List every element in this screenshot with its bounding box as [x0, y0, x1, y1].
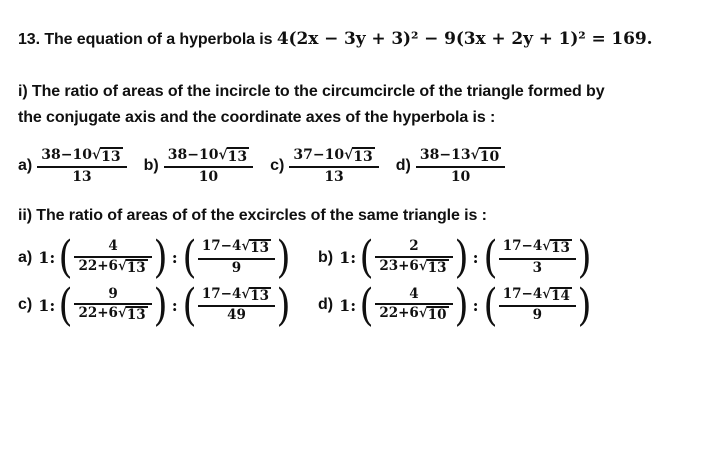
sqrt-expression — [92, 147, 123, 165]
ratio-prefix: 1: — [339, 248, 357, 268]
open-paren-glyph: ( — [58, 232, 73, 284]
question-title — [18, 26, 702, 53]
sqrt-expression — [241, 287, 271, 305]
hyperbola-equation: 4(2x − 3y + 3)² − 9(3x + 2y + 1)² = 169. — [276, 29, 653, 49]
radical-glyph: √ — [91, 147, 102, 163]
option-ii-b — [318, 232, 593, 284]
option-i-b — [144, 147, 254, 185]
radical-glyph: √ — [542, 238, 552, 255]
fraction — [499, 239, 576, 276]
denominator-text: 49 — [227, 307, 246, 324]
denominator-text: 10 — [450, 169, 471, 186]
ratio-separator: : — [472, 248, 479, 268]
fraction — [375, 287, 452, 324]
fraction-bar — [164, 166, 253, 168]
radicand: 13 — [126, 307, 146, 324]
fraction — [74, 287, 151, 324]
radicand: 13 — [250, 240, 270, 257]
sqrt-expression — [419, 259, 449, 277]
denominator-text: 3 — [532, 259, 543, 276]
open-paren-glyph: ( — [483, 232, 498, 284]
numerator-text: 38−10 — [167, 147, 219, 163]
option-i-d — [396, 147, 506, 185]
denominator-text: 9 — [532, 307, 543, 324]
part-ii-options-row-1 — [18, 232, 702, 284]
denominator-text: 23+6 — [379, 257, 419, 274]
option-label: b) — [318, 248, 334, 266]
ratio-separator: : — [171, 295, 178, 315]
part-ii-options-row-2 — [18, 279, 702, 331]
close-paren-glyph: ) — [153, 232, 168, 284]
sqrt-expression — [218, 147, 249, 165]
ratio-separator: : — [472, 295, 479, 315]
sqrt-expression — [118, 259, 148, 277]
close-paren-glyph: ) — [577, 279, 592, 331]
open-paren-glyph: ( — [359, 279, 374, 331]
open-paren-glyph: ( — [182, 232, 197, 284]
radical-glyph: √ — [241, 238, 251, 255]
fraction — [416, 147, 505, 185]
radicand: 13 — [353, 149, 373, 165]
option-label: b) — [143, 157, 159, 175]
open-paren-glyph: ( — [483, 279, 498, 331]
radical-glyph: √ — [542, 285, 552, 302]
sqrt-expression — [241, 239, 271, 257]
fraction — [74, 239, 151, 276]
sqrt-expression — [419, 306, 449, 324]
denominator-text: 13 — [324, 169, 344, 186]
fraction — [198, 287, 275, 324]
fraction-bar — [289, 166, 378, 168]
option-label: d) — [395, 157, 411, 175]
radicand: 13 — [427, 259, 447, 276]
option-label: a) — [18, 248, 33, 266]
ratio-prefix: 1: — [38, 295, 56, 315]
question-number: 13. — [18, 31, 40, 48]
radicand: 10 — [479, 149, 500, 165]
radical-glyph: √ — [418, 305, 428, 322]
option-label: a) — [18, 157, 33, 175]
option-label: c) — [18, 296, 33, 314]
numerator-text: 37−10 — [293, 147, 345, 163]
numerator-text: 9 — [108, 285, 118, 302]
close-paren-glyph: ) — [153, 279, 168, 331]
option-label: d) — [318, 296, 334, 314]
radical-glyph: √ — [241, 285, 251, 302]
part-i-question — [18, 79, 702, 131]
fraction — [499, 287, 576, 324]
radicand: 13 — [227, 149, 248, 165]
sqrt-expression — [118, 306, 148, 324]
fraction — [198, 239, 275, 276]
numerator-text: 4 — [108, 238, 118, 255]
denominator-text: 22+6 — [379, 305, 419, 322]
option-ii-d — [318, 279, 593, 331]
numerator-text: 17−4 — [201, 285, 242, 302]
option-ii-c — [18, 279, 318, 331]
denominator-text: 9 — [231, 259, 242, 276]
numerator-text: 4 — [409, 285, 419, 302]
numerator-text: 17−4 — [502, 238, 543, 255]
radical-glyph: √ — [117, 305, 127, 322]
denominator-text: 22+6 — [78, 257, 118, 274]
part-i-question-line-2: the conjugate axis and the coordinate axes of the hyperbola is : — [18, 109, 496, 126]
close-paren-glyph: ) — [577, 232, 592, 284]
part-i-options — [18, 147, 702, 185]
sqrt-expression — [542, 239, 572, 257]
denominator-text: 22+6 — [78, 305, 118, 322]
numerator-text: 17−4 — [201, 238, 242, 255]
part-ii-question: ii) The ratio of areas of of the excircles of the same triangle is : — [18, 207, 487, 225]
numerator-text: 17−4 — [502, 285, 543, 302]
sqrt-expression — [344, 147, 375, 165]
part-i-question-line-1: i) The ratio of areas of the incircle to the circumcircle of the triangle formed by — [18, 83, 605, 100]
radical-glyph: √ — [344, 147, 354, 163]
fraction — [289, 147, 378, 185]
option-i-c — [270, 147, 379, 185]
numerator-text: 38−10 — [41, 147, 92, 163]
fraction-bar — [37, 166, 126, 168]
denominator-text: 10 — [198, 169, 219, 186]
open-paren-glyph: ( — [58, 279, 73, 331]
ratio-separator: : — [171, 248, 178, 268]
radical-glyph: √ — [218, 147, 228, 163]
numerator-text: 2 — [409, 238, 419, 255]
close-paren-glyph: ) — [276, 279, 291, 331]
radical-glyph: √ — [470, 147, 480, 163]
close-paren-glyph: ) — [276, 232, 291, 284]
radicand: 13 — [250, 287, 270, 304]
option-i-a — [18, 147, 127, 185]
sqrt-expression — [542, 287, 572, 305]
option-label: c) — [270, 157, 285, 175]
option-ii-a — [18, 232, 318, 284]
open-paren-glyph: ( — [359, 232, 374, 284]
question-text: The equation of a hyperbola is — [44, 31, 273, 48]
open-paren-glyph: ( — [182, 279, 197, 331]
denominator-text: 13 — [72, 169, 92, 186]
fraction — [375, 239, 452, 276]
radicand: 13 — [551, 240, 570, 257]
numerator-text: 38−13 — [419, 147, 471, 163]
radicand: 14 — [551, 287, 570, 304]
sqrt-expression — [471, 147, 502, 165]
radical-glyph: √ — [418, 257, 428, 274]
radicand: 13 — [101, 149, 121, 165]
ratio-prefix: 1: — [38, 248, 56, 268]
radicand: 13 — [126, 259, 146, 276]
fraction — [164, 147, 253, 185]
radicand: 10 — [427, 307, 447, 324]
fraction — [37, 147, 126, 185]
ratio-prefix: 1: — [339, 295, 357, 315]
close-paren-glyph: ) — [454, 279, 469, 331]
close-paren-glyph: ) — [454, 232, 469, 284]
fraction-bar — [416, 166, 505, 168]
radical-glyph: √ — [117, 257, 127, 274]
